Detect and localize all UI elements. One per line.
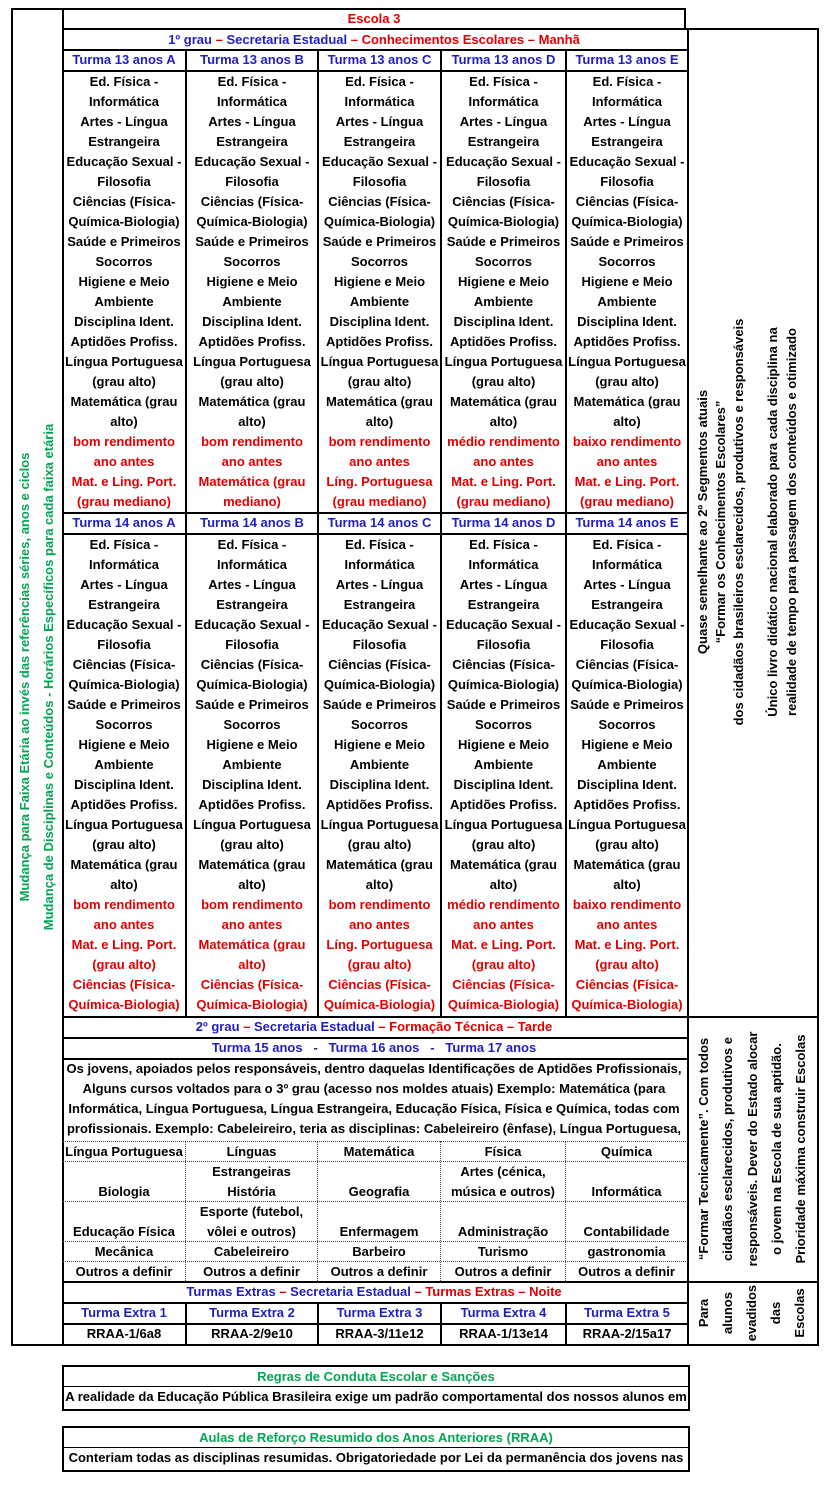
grid-cell: Outros a definir [578, 1264, 675, 1279]
turma13-header-c: Turma 13 anos C [327, 52, 432, 67]
turma13-cell-b: Ed. Física - Informática Artes - Língua Estrangeira Educação Sexual - Filosofia Ciências (Física- Química-Biologia) Saúde e Primeiros Socorros Higiene e Meio Ambiente Disciplina Ident. Aptidões Profiss. Língua Portuguesa (grau alto) Matemática (grau alto) bom rendimento ano antes Matemática (grau mediano) [193, 74, 311, 509]
grid-cell: Barbeiro [352, 1244, 406, 1259]
turma14-cell-b: Ed. Física - Informática Artes - Língua Estrangeira Educação Sexual - Filosofia Ciências (Física- Química-Biologia) Saúde e Primeiros Socorros Higiene e Meio Ambiente Disciplina Ident. Aptidões Profiss. Língua Portuguesa (grau alto) Matemática (grau alto) bom rendimento ano antes Matemática (grau alto) Ciências (Física- Química-Biologia) [193, 537, 311, 1012]
section2-dash2: – [374, 1019, 390, 1034]
turma13-cell-d: Ed. Física - Informática Artes - Língua Estrangeira Educação Sexual - Filosofia Ciências (Física- Química-Biologia) Saúde e Primeiros Socorros Higiene e Meio Ambiente Disciplina Ident. Aptidões Profiss. Língua Portuguesa (grau alto) Matemática (grau alto) médio rendimento ano antes Mat. e Ling. Port. (grau mediano) [444, 74, 563, 509]
section2-turno: Tarde [517, 1019, 553, 1034]
section3-secretaria: Secretaria Estadual [290, 1284, 411, 1299]
grid-cell: Outros a definir [75, 1264, 173, 1279]
turma14-header-d: Turma 14 anos D [451, 515, 556, 530]
grid-cell: Física [484, 1144, 522, 1159]
section2-turmas-line: Turma 15 anos - Turma 16 anos - Turma 17 anos [211, 1040, 537, 1055]
turma13-cell-c: Ed. Física - Informática Artes - Língua Estrangeira Educação Sexual - Filosofia Ciências (Física- Química-Biologia) Saúde e Primeiros Socorros Higiene e Meio Ambiente Disciplina Ident. Aptidões Profiss. Língua Portuguesa (grau alto) Matemática (grau alto) bom rendimento ano antes Líng. Portuguesa (grau mediano) [320, 74, 439, 509]
section1-grau: 1º grau [168, 32, 212, 47]
extra-header-4: Turma Extra 4 [460, 1305, 547, 1320]
rraa-box [62, 1426, 690, 1472]
grid-cell: gastronomia [587, 1244, 666, 1259]
turma13-cell-a: Ed. Física - Informática Artes - Língua Estrangeira Educação Sexual - Filosofia Ciências (Física- Química-Biologia) Saúde e Primeiros Socorros Higiene e Meio Ambiente Disciplina Ident. Aptidões Profiss. Língua Portuguesa (grau alto) Matemática (grau alto) bom rendimento ano antes Mat. e Ling. Port. (grau mediano) [65, 74, 183, 509]
grid-cell: Língua Portuguesa [65, 1144, 183, 1159]
right3-line4: das [768, 1301, 783, 1325]
grid-cell: Química [600, 1144, 653, 1159]
right2-line5: Prioridade máxima construir Escolas [793, 1034, 808, 1264]
grid-cell: Educação Física [73, 1224, 175, 1239]
grid-cell: Mecânica [94, 1244, 154, 1259]
section1-secretaria: Secretaria Estadual [226, 32, 348, 47]
grid-cell: Turismo [477, 1244, 529, 1259]
grid-cell: Informática [591, 1184, 662, 1199]
right2-line2: cidadãos esclarecidos, produtivos e [720, 1037, 735, 1261]
right2-line4: o jovem na Escola de sua aptidão. [769, 1043, 784, 1255]
extra-code-5: RRAA-2/15a17 [582, 1326, 672, 1341]
grid-cell: História [227, 1184, 276, 1199]
right1-line2: “Formar os Conhecimentos Escolares” [713, 400, 728, 644]
left-vertical-line2: Mudança de Disciplinas e Conteúdos - Horários Específicos para cada faixa etária [41, 423, 56, 931]
right3-line3: evadidos [744, 1284, 759, 1342]
grid-cell: Contabilidade [583, 1224, 670, 1239]
grid-cell: Outros a definir [330, 1264, 428, 1279]
section1-turno: Manhã [538, 32, 580, 47]
right1-line1: Quase semelhante ao 2º Segmentos atuais [695, 389, 710, 655]
section3-dash1: – [275, 1284, 291, 1299]
section2-secretaria: Secretaria Estadual [254, 1019, 375, 1034]
grid-cell: Línguas Estrangeiras [212, 1144, 291, 1179]
rraa-text: Conteriam todas as disciplinas resumidas. Obrigatoriedade por Lei da permanência dos jovens nas [68, 1450, 684, 1465]
section3-dash3: – [514, 1284, 530, 1299]
section2-formacao: Formação Técnica [389, 1019, 504, 1034]
section2-dash1: – [239, 1019, 254, 1034]
turma14-cell-d: Ed. Física - Informática Artes - Língua Estrangeira Educação Sexual - Filosofia Ciências (Física- Química-Biologia) Saúde e Primeiros Socorros Higiene e Meio Ambiente Disciplina Ident. Aptidões Profiss. Língua Portuguesa (grau alto) Matemática (grau alto) médio rendimento ano antes Mat. e Ling. Port. (grau alto) Ciências (Física- Química-Biologia) [444, 537, 563, 1012]
extra-code-3: RRAA-3/11e12 [335, 1326, 424, 1341]
extra-header-2: Turma Extra 2 [209, 1305, 295, 1320]
right1-line3: dos cidadãos brasileiros esclarecidos, produtivos e responsáveis [731, 318, 746, 726]
turma14-cell-e: Ed. Física - Informática Artes - Língua Estrangeira Educação Sexual - Filosofia Ciências (Física- Química-Biologia) Saúde e Primeiros Socorros Higiene e Meio Ambiente Disciplina Ident. Aptidões Profiss. Língua Portuguesa (grau alto) Matemática (grau alto) baixo rendimento ano antes Mat. e Ling. Port. (grau alto) Ciências (Física- Química-Biologia) [568, 537, 686, 1012]
turma13-cell-e: Ed. Física - Informática Artes - Língua Estrangeira Educação Sexual - Filosofia Ciências (Física- Química-Biologia) Saúde e Primeiros Socorros Higiene e Meio Ambiente Disciplina Ident. Aptidões Profiss. Língua Portuguesa (grau alto) Matemática (grau alto) baixo rendimento ano antes Mat. e Ling. Port. (grau mediano) [568, 74, 686, 509]
right1-line4: Único livro didático nacional elaborado para cada disciplina na [765, 327, 780, 717]
turma13-header-a: Turma 13 anos A [72, 52, 176, 67]
extra-header-1: Turma Extra 1 [81, 1305, 167, 1320]
section2-paragraph: Os jovens, apoiados pelos responsáveis, dentro daquelas Identificações de Aptidões Profissionais, Alguns cursos voltados para o 3º grau (acesso nos moldes atuais) Exemplo: Matemática (para Informática, Língua Portuguesa, Língua Estrangeira, Educação Física, Física e Química, todas com profissionais. Exemplo: Cabeleireiro, teria as disciplinas: Cabeleireiro (ênfase), Língua Portuguesa, [66, 1061, 682, 1136]
section1-dash3: – [524, 32, 539, 47]
section3-dash2: – [410, 1284, 426, 1299]
turma14-cell-a: Ed. Física - Informática Artes - Língua Estrangeira Educação Sexual - Filosofia Ciências (Física- Química-Biologia) Saúde e Primeiros Socorros Higiene e Meio Ambiente Disciplina Ident. Aptidões Profiss. Língua Portuguesa (grau alto) Matemática (grau alto) bom rendimento ano antes Mat. e Ling. Port. (grau alto) Ciências (Física- Química-Biologia) [65, 537, 183, 1012]
extra-code-4: RRAA-1/13e14 [459, 1326, 548, 1341]
left-vertical-line1: Mudança para Faixa Etária ao invés das referências séries, anos e ciclos [17, 452, 32, 902]
section2-header [62, 1017, 686, 1037]
section1-conhecimentos: Conhecimentos Escolares [361, 32, 525, 47]
turma14-cell-c: Ed. Física - Informática Artes - Língua Estrangeira Educação Sexual - Filosofia Ciências (Física- Química-Biologia) Saúde e Primeiros Socorros Higiene e Meio Ambiente Disciplina Ident. Aptidões Profiss. Língua Portuguesa (grau alto) Matemática (grau alto) bom rendimento ano antes Líng. Portuguesa (grau alto) Ciências (Física- Química-Biologia) [320, 537, 439, 1012]
school-title: Escola 3 [347, 11, 401, 26]
section1-dash1: – [211, 32, 227, 47]
right3-line5: Escolas [792, 1288, 807, 1338]
conduct-rules-text: A realidade da Educação Pública Brasileira exige um padrão comportamental dos nossos alunos em [65, 1389, 687, 1404]
grid-cell: Outros a definir [203, 1264, 300, 1279]
right3-line1: Para [696, 1298, 711, 1328]
right3-line2: alunos [720, 1292, 735, 1334]
right1-line5: realidade de tempo para passagem dos conteúdos e otimizado [784, 328, 799, 716]
turma13-header-e: Turma 13 anos E [575, 52, 679, 67]
section3-turno: Noite [529, 1284, 562, 1299]
grid-cell: Geografia [348, 1184, 410, 1199]
right2-line3: responsáveis. Dever do Estado alocar [745, 1031, 760, 1267]
turma13-header-d: Turma 13 anos D [451, 52, 556, 67]
extra-header-5: Turma Extra 5 [584, 1305, 670, 1320]
section3-turmas: Turmas Extras [186, 1284, 276, 1299]
extra-code-2: RRAA-2/9e10 [211, 1326, 293, 1341]
grid-cell: Cabeleireiro [213, 1244, 290, 1259]
grid-cell: Matemática [343, 1144, 415, 1159]
section3-header [62, 1282, 686, 1302]
grid-cell: Esporte (futebol, vôlei e outros) [199, 1204, 304, 1239]
grid-cell: Biologia [98, 1184, 150, 1199]
right2-line1: “Formar Tecnicamente”. Com todos [696, 1037, 711, 1261]
section1-header [62, 30, 686, 50]
turma14-header-a: Turma 14 anos A [72, 515, 176, 530]
grid-cell: Artes (cénica, música e outros) [450, 1164, 556, 1199]
turma13-header-b: Turma 13 anos B [200, 52, 304, 67]
extra-code-1: RRAA-1/6a8 [86, 1326, 162, 1341]
grid-cell: Enfermagem [339, 1224, 419, 1239]
grid-cell: Administração [457, 1224, 549, 1239]
grid-cell: Outros a definir [454, 1264, 552, 1279]
section2-dash3: – [503, 1019, 518, 1034]
conduct-rules-box [62, 1365, 690, 1411]
extra-header-3: Turma Extra 3 [336, 1305, 423, 1320]
conduct-rules-title: Regras de Conduta Escolar e Sanções [257, 1369, 495, 1384]
section1-dash2: – [347, 32, 362, 47]
section3-extras: Turmas Extras [425, 1284, 515, 1299]
rraa-title: Aulas de Reforço Resumido dos Anos Anteriores (RRAA) [199, 1430, 553, 1445]
turma14-header-c: Turma 14 anos C [327, 515, 432, 530]
turma14-header-e: Turma 14 anos E [575, 515, 679, 530]
turma14-header-b: Turma 14 anos B [200, 515, 304, 530]
section2-grau: 2º grau [195, 1019, 240, 1034]
